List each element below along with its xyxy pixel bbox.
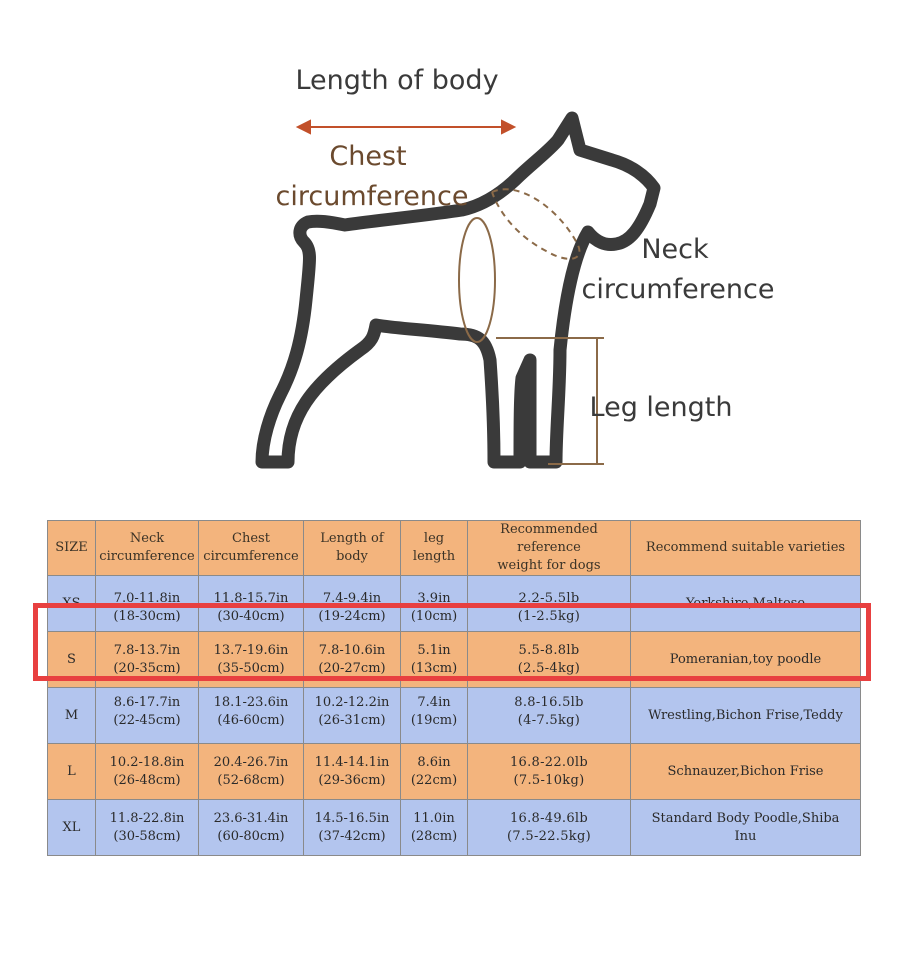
header-length: Length of body bbox=[304, 521, 401, 576]
cell-size: L bbox=[48, 744, 96, 800]
neck-label-line2: circumference bbox=[581, 274, 775, 305]
size-chart-table bbox=[47, 520, 861, 856]
cell-leg: 7.4in (19cm) bbox=[401, 688, 468, 744]
cell-leg: 8.6in (22cm) bbox=[401, 744, 468, 800]
cell-varieties: Schnauzer,Bichon Frise bbox=[631, 744, 861, 800]
cell-size: M bbox=[48, 688, 96, 744]
table-row-m bbox=[48, 688, 861, 744]
cell-chest: 18.1-23.6in (46-60cm) bbox=[199, 688, 304, 744]
neck-circumference-line bbox=[492, 189, 579, 258]
cell-neck: 8.6-17.7in (22-45cm) bbox=[96, 688, 199, 744]
neck-label-line1: Neck bbox=[641, 234, 709, 265]
cell-varieties: Standard Body Poodle,Shiba Inu bbox=[631, 800, 861, 856]
cell-neck: 7.0-11.8in (18-30cm) bbox=[96, 576, 199, 632]
header-neck: Neck circumference bbox=[96, 521, 199, 576]
cell-chest: 23.6-31.4in (60-80cm) bbox=[199, 800, 304, 856]
table-header-row bbox=[48, 521, 861, 576]
cell-weight: 5.5-8.8lb (2.5-4kg) bbox=[468, 632, 631, 688]
chest-label-line2: circumference bbox=[275, 181, 469, 212]
cell-size: XS bbox=[48, 576, 96, 632]
cell-length: 10.2-12.2in (26-31cm) bbox=[304, 688, 401, 744]
body-length-arrow bbox=[298, 121, 514, 133]
table-row-l bbox=[48, 744, 861, 800]
cell-varieties: Pomeranian,toy poodle bbox=[631, 632, 861, 688]
cell-neck: 7.8-13.7in (20-35cm) bbox=[96, 632, 199, 688]
header-varieties: Recommend suitable varieties bbox=[631, 521, 861, 576]
cell-size: XL bbox=[48, 800, 96, 856]
chest-label-line1: Chest bbox=[329, 141, 407, 172]
header-leg: leg length bbox=[401, 521, 468, 576]
cell-size: S bbox=[48, 632, 96, 688]
cell-chest: 11.8-15.7in (30-40cm) bbox=[199, 576, 304, 632]
cell-leg: 5.1in (13cm) bbox=[401, 632, 468, 688]
header-chest: Chest circumference bbox=[199, 521, 304, 576]
length-of-body-label: Length of body bbox=[295, 65, 499, 96]
cell-length: 7.4-9.4in (19-24cm) bbox=[304, 576, 401, 632]
header-weight: Recommended reference weight for dogs bbox=[468, 521, 631, 576]
cell-neck: 11.8-22.8in (30-58cm) bbox=[96, 800, 199, 856]
header-size: SIZE bbox=[48, 521, 96, 576]
cell-leg: 3.9in (10cm) bbox=[401, 576, 468, 632]
cell-weight: 16.8-49.6lb (7.5-22.5kg) bbox=[468, 800, 631, 856]
cell-weight: 16.8-22.0lb (7.5-10kg) bbox=[468, 744, 631, 800]
cell-varieties: Yorkshire,Maltese bbox=[631, 576, 861, 632]
cell-chest: 13.7-19.6in (35-50cm) bbox=[199, 632, 304, 688]
cell-leg: 11.0in (28cm) bbox=[401, 800, 468, 856]
table-row-xs bbox=[48, 576, 861, 632]
chest-circumference-line bbox=[459, 218, 495, 342]
cell-length: 11.4-14.1in (29-36cm) bbox=[304, 744, 401, 800]
table-row-s bbox=[48, 632, 861, 688]
cell-chest: 20.4-26.7in (52-68cm) bbox=[199, 744, 304, 800]
table-row-xl bbox=[48, 800, 861, 856]
leg-length-label: Leg length bbox=[589, 392, 733, 423]
cell-neck: 10.2-18.8in (26-48cm) bbox=[96, 744, 199, 800]
cell-weight: 2.2-5.5lb (1-2.5kg) bbox=[468, 576, 631, 632]
cell-weight: 8.8-16.5lb (4-7.5kg) bbox=[468, 688, 631, 744]
cell-length: 14.5-16.5in (37-42cm) bbox=[304, 800, 401, 856]
cell-length: 7.8-10.6in (20-27cm) bbox=[304, 632, 401, 688]
cell-varieties: Wrestling,Bichon Frise,Teddy bbox=[631, 688, 861, 744]
